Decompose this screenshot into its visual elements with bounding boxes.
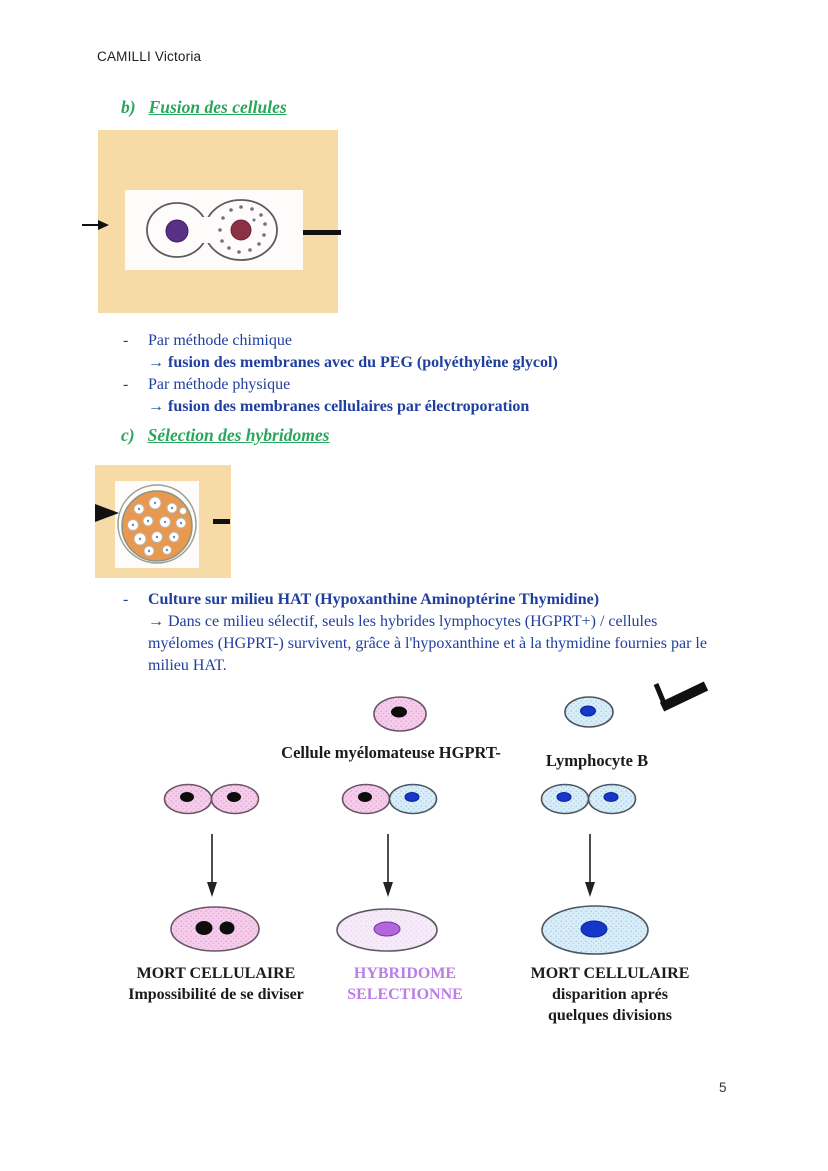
list-item — [123, 374, 743, 396]
outcome-left — [128, 963, 304, 1005]
lymphocyte-label: Lymphocyte B — [545, 751, 649, 770]
section-c-heading — [121, 425, 329, 446]
fusion-figure — [98, 130, 338, 313]
down-arrow-icon — [585, 834, 595, 897]
fused-cell-drawing — [125, 190, 303, 270]
list-item — [123, 330, 743, 352]
section-b-marker: b) — [121, 97, 136, 117]
hat-title: Culture sur milieu HAT (Hypoxanthine Aminoptérine Thymidine) — [148, 591, 600, 608]
section-c-marker: c) — [121, 425, 135, 445]
petri-dish-drawing — [115, 481, 199, 568]
outcome-right — [531, 963, 690, 1026]
dead-myeloma-cell — [171, 907, 259, 951]
fusion-methods-list — [123, 330, 743, 418]
outcome-left-line2: Impossibilité de se diviser — [128, 986, 304, 1003]
outcome-middle-line2: SELECTIONNE — [347, 986, 463, 1003]
dash-bullet: - — [123, 376, 129, 393]
dash-bullet: - — [123, 332, 129, 349]
outcome-middle — [347, 963, 463, 1005]
lymphocyte-b-cell — [565, 697, 613, 727]
dash-bullet: - — [123, 591, 129, 608]
page-number: 5 — [719, 1080, 727, 1095]
dead-lymphocyte-cell — [542, 906, 648, 954]
down-arrow-icon — [383, 834, 393, 897]
connector-dash — [213, 519, 230, 524]
outcome-right-line3: quelques divisions — [547, 1007, 673, 1024]
cell-pair-lymphocyte — [542, 785, 636, 814]
right-triangle-arrow-icon — [95, 504, 120, 522]
myeloma-label: Cellule myélomateuse HGPRT- — [281, 743, 501, 762]
outcome-right-line2: disparition aprés — [551, 986, 669, 1003]
section-b-title: Fusion des cellules — [148, 97, 287, 117]
selection-diagram — [0, 675, 828, 975]
selected-hybridoma-cell — [337, 909, 437, 951]
fused-cell-illustration — [125, 190, 303, 270]
section-b-heading — [121, 97, 287, 118]
hat-detail: → Dans ce milieu sélectif, seuls les hybrides lymphocytes (HGPRT+) / cellules myélomes (HGPRT-) survivent, grâce à l'hypoxanthine et à la thymidine fournies par le milieu HAT. — [148, 613, 707, 674]
selection-figure — [95, 465, 231, 578]
section-c-title: Sélection des hybridomes — [147, 425, 330, 445]
author-header: CAMILLI Victoria — [97, 49, 202, 64]
cell-pair-hybrid — [343, 785, 437, 814]
hat-selection-text — [123, 589, 726, 677]
down-arrow-icon — [207, 834, 217, 897]
right-arrow-icon — [82, 218, 110, 232]
outcome-middle-line1: HYBRIDOME — [353, 965, 457, 982]
outcome-left-line1: MORT CELLULAIRE — [136, 965, 296, 982]
method-detail: → fusion des membranes avec du PEG (polyéthylène glycol) — [148, 354, 558, 371]
myeloma-cell — [374, 697, 426, 731]
outcome-right-line1: MORT CELLULAIRE — [530, 965, 690, 982]
connector-line — [303, 230, 341, 235]
method-label: Par méthode physique — [148, 376, 291, 393]
method-detail: → fusion des membranes cellulaires par électroporation — [148, 398, 530, 415]
method-label: Par méthode chimique — [148, 332, 292, 349]
cell-pair-myeloma — [165, 785, 259, 814]
petri-dish-illustration — [115, 481, 199, 568]
checkmark-icon — [656, 684, 706, 708]
